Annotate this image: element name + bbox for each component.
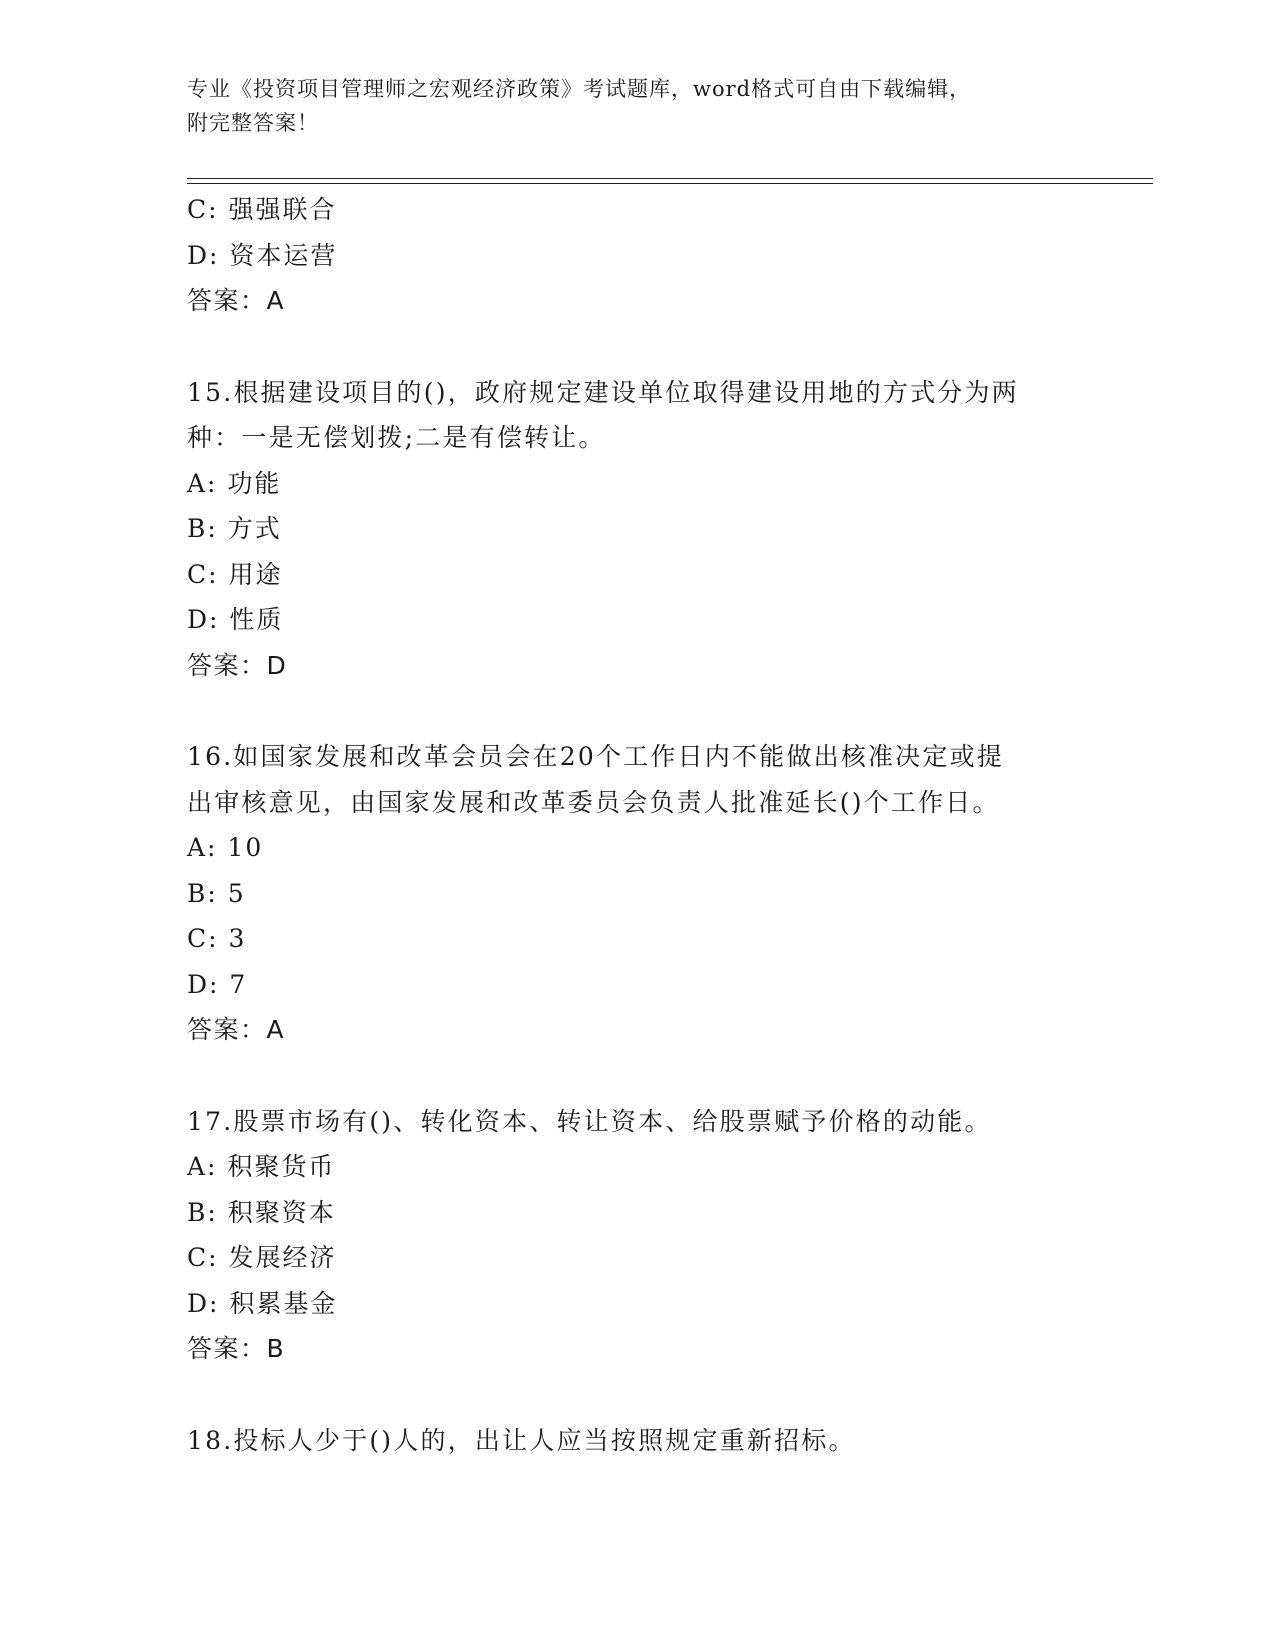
option-a: A: 积聚货币 (187, 1152, 336, 1181)
option-a: A: 功能 (187, 468, 282, 498)
question-stem-line: 出审核意见，由国家发展和改革委员会负责人批准延长()个工作日。 (187, 787, 1000, 817)
question-block-16 (187, 734, 1087, 1053)
question-stem-line: 16.如国家发展和改革会员会在20个工作日内不能做出核准决定或提 (187, 742, 1004, 771)
option-d: D: 资本运营 (187, 240, 338, 270)
question-list (187, 187, 1087, 1463)
answer-line: 答案：D (187, 650, 288, 680)
question-block-17 (187, 1099, 1087, 1372)
question-stem-line: 种：一是无偿划拨;二是有偿转让。 (187, 423, 606, 452)
header-line-1: 专业《投资项目管理师之宏观经济政策》考试题库，word格式可自由下载编辑， (187, 77, 972, 101)
document-header (187, 72, 1087, 140)
header-line-2: 附完整答案！ (187, 111, 319, 135)
option-c: C: 3 (187, 924, 247, 953)
question-block-partial (187, 187, 1087, 324)
option-d: D: 7 (187, 969, 248, 999)
header-divider-bottom (187, 183, 1153, 184)
question-stem-line: 17.股票市场有()、转化资本、转让资本、给股票赋予价格的动能。 (187, 1106, 992, 1136)
option-c: C: 发展经济 (187, 1243, 337, 1272)
answer-line: 答案：B (187, 1334, 286, 1363)
question-block-15 (187, 370, 1087, 689)
option-c: C: 强强联合 (187, 195, 337, 224)
option-b: B: 方式 (187, 514, 282, 543)
option-b: B: 5 (187, 878, 246, 908)
question-block-18 (187, 1418, 1087, 1464)
option-b: B: 积聚资本 (187, 1197, 336, 1227)
option-c: C: 用途 (187, 559, 283, 589)
option-d: D: 性质 (187, 605, 284, 634)
answer-line: 答案：A (187, 286, 286, 315)
question-stem-line: 18.投标人少于()人的，出让人应当按照规定重新招标。 (187, 1425, 856, 1455)
question-stem-line: 15.根据建设项目的()，政府规定建设单位取得建设用地的方式分为两 (187, 377, 1019, 407)
answer-line: 答案：A (187, 1015, 286, 1044)
option-a: A: 10 (187, 833, 264, 862)
option-d: D: 积累基金 (187, 1288, 338, 1318)
header-divider-top (187, 178, 1153, 179)
